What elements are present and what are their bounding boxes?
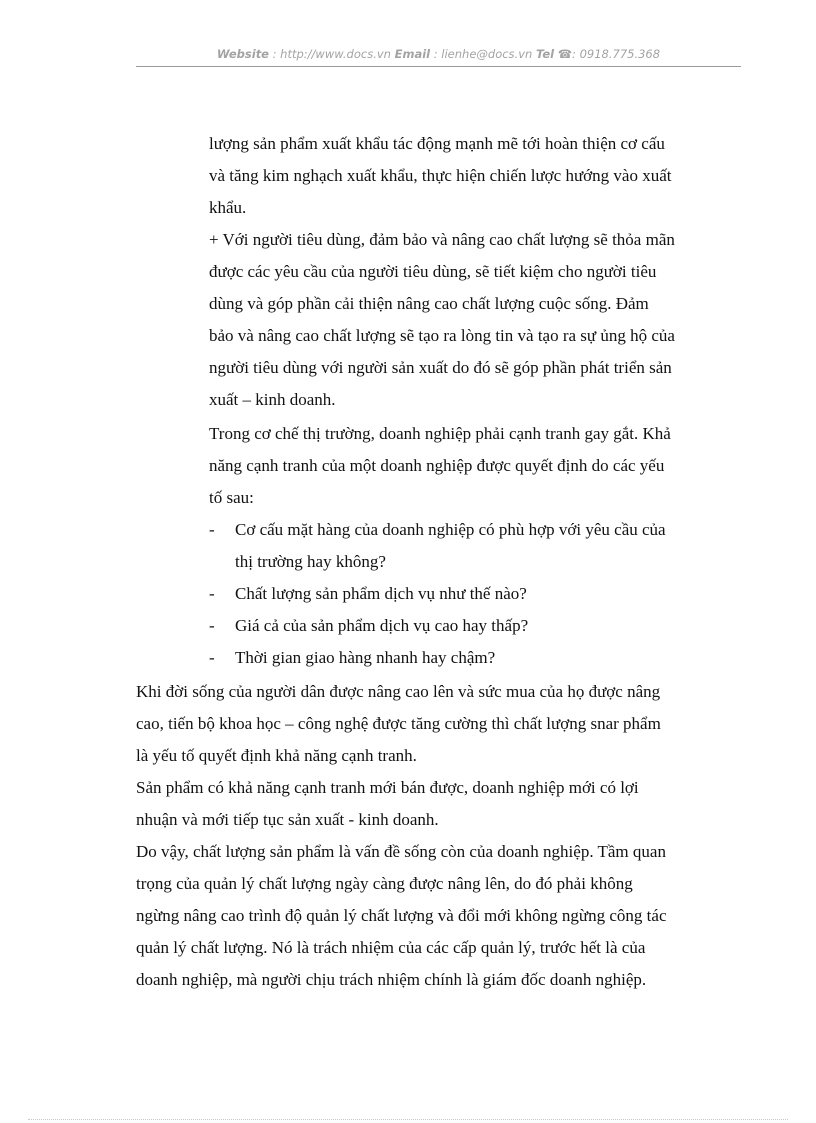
text-line: khẩu. [209,198,247,217]
tel-value: ☎: 0918.775.368 [557,47,661,61]
text-line: là yếu tố quyết định khả năng cạnh tranh. [136,746,417,765]
website-label: Website [216,47,269,61]
bullet-dash: - [209,648,215,667]
list-item-text: Giá cả của sản phẩm dịch vụ cao hay thấp? [235,616,529,635]
list-item-text: Cơ cấu mặt hàng của doanh nghiệp có phù hợp với yêu cầu của [235,520,666,539]
page-header [136,47,741,61]
text-line: quản lý chất lượng. Nó là trách nhiệm của các cấp quản lý, trước hết là của [136,938,646,957]
header-divider [136,66,741,67]
text-line: trọng của quản lý chất lượng ngày càng được nâng lên, do đó phải không [136,874,633,893]
text-line: tố sau: [209,488,254,507]
text-line: người tiêu dùng với người sản xuất do đó sẽ góp phần phát triển sản [209,358,672,377]
website-value: : http://www.docs.vn [272,47,391,61]
list-item-text: Chất lượng sản phẩm dịch vụ như thế nào? [235,584,527,603]
list-item-text: Thời gian giao hàng nhanh hay chậm? [235,648,496,667]
text-line: năng cạnh tranh của một doanh nghiệp được quyết định do các yếu [209,456,665,475]
text-line: bảo và nâng cao chất lượng sẽ tạo ra lòng tin và tạo ra sự ủng hộ của [209,326,675,345]
text-line: dùng và góp phần cải thiện nâng cao chất lượng cuộc sống. Đảm [209,294,649,313]
text-line: ngừng nâng cao trình độ quản lý chất lượng và đổi mới không ngừng công tác [136,906,667,925]
text-line: + Với người tiêu dùng, đảm bảo và nâng cao chất lượng sẽ thỏa mãn [209,230,675,249]
text-line: doanh nghiệp, mà người chịu trách nhiệm chính là giám đốc doanh nghiệp. [136,970,647,989]
text-line: cao, tiến bộ khoa học – công nghệ được tăng cường thì chất lượng snar phẩm [136,714,661,733]
text-line: Sản phẩm có khả năng cạnh tranh mới bán được, doanh nghiệp mới có lợi [136,778,639,797]
text-line: xuất – kinh doanh. [209,390,336,409]
bullet-dash: - [209,584,215,603]
text-line: lượng sản phẩm xuất khẩu tác động mạnh mẽ tới hoàn thiện cơ cấu [209,134,665,153]
bullet-dash: - [209,616,215,635]
footer-divider [28,1119,788,1120]
list-item-text: thị trường hay không? [235,552,386,571]
tel-label: Tel [535,47,555,61]
bullet-dash: - [209,520,215,539]
text-line: Trong cơ chế thị trường, doanh nghiệp phải cạnh tranh gay gắt. Khả [209,424,671,443]
text-line: và tăng kim nghạch xuất khẩu, thực hiện chiến lược hướng vào xuất [209,166,672,185]
text-line: Do vậy, chất lượng sản phẩm là vấn đề sống còn của doanh nghiệp. Tầm quan [136,842,666,861]
text-line: Khi đời sống của người dân được nâng cao lên và sức mua của họ được nâng [136,682,661,701]
text-line: nhuận và mới tiếp tục sản xuất - kinh doanh. [136,810,439,829]
email-label: Email [394,47,431,61]
text-line: được các yêu cầu của người tiêu dùng, sẽ tiết kiệm cho người tiêu [209,262,657,281]
email-value: : lienhe@docs.vn [433,47,533,61]
